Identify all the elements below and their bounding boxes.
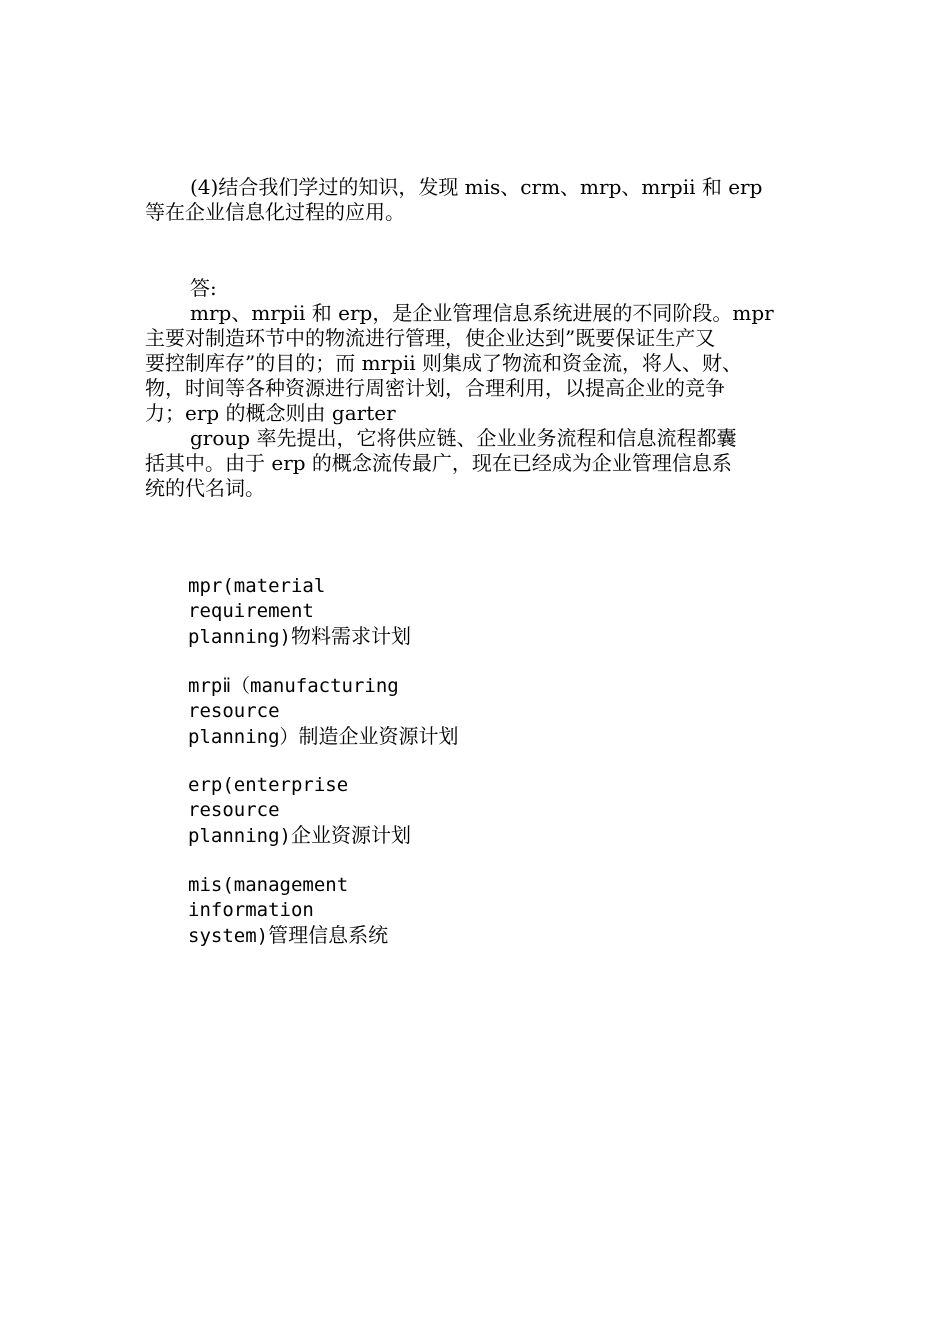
question-line-1: (4)结合我们学过的知识，发现 mis、crm、mrp、mrpⅱ 和 erp [190,175,763,199]
term-erp-line-1: erp(enterprise [188,774,349,796]
term-mis-en: system) [188,925,269,947]
term-mrp2-line-3 [188,724,459,749]
term-mpr-line-3 [188,624,411,649]
answer-line-5: 力；erp 的概念则由 garter [145,401,396,425]
term-mis-line-1: mis(management [188,874,349,896]
answer-line-2: 主要对制造环节中的物流进行管理，使企业达到”既要保证生产又 [145,326,716,350]
term-mpr-en: planning) [188,626,291,648]
term-erp-line-3 [188,823,411,848]
term-mrp2-line-2: resource [188,700,280,722]
term-mis-line-3 [188,923,388,948]
term-erp-line-2: resource [188,799,280,821]
term-mis-line-2: information [188,899,314,921]
term-erp-cn: 企业资源计划 [290,823,411,847]
term-erp-en: planning) [188,825,291,847]
answer-line-1: mrp、mrpⅱ 和 erp，是企业管理信息系统进展的不同阶段。mpr [190,301,774,325]
answer-line-6: group 率先提出，它将供应链、企业业务流程和信息流程都囊 [190,426,737,450]
answer-line-4: 物，时间等各种资源进行周密计划，合理利用，以提高企业的竞争 [145,376,725,400]
answer-label: 答: [190,276,217,300]
term-mis-cn: 管理信息系统 [268,923,389,947]
term-mrp2-en: planning） [188,726,299,748]
answer-line-3: 要控制库存”的目的；而 mrpⅱ 则集成了物流和资金流，将人、财、 [145,351,743,375]
term-mrp2-cn: 制造企业资源计划 [298,724,459,748]
term-mrp2-line-1: mrpⅱ（manufacturing [188,675,399,697]
term-mpr-line-1: mpr(material [188,575,326,597]
term-mpr-line-2: requirement [188,600,314,622]
term-mpr-cn: 物料需求计划 [290,624,411,648]
question-line-2: 等在企业信息化过程的应用。 [145,200,405,224]
answer-line-8: 统的代名词。 [145,476,265,500]
answer-line-7: 括其中。由于 erp 的概念流传最广，现在已经成为企业管理信息系 [145,451,732,475]
